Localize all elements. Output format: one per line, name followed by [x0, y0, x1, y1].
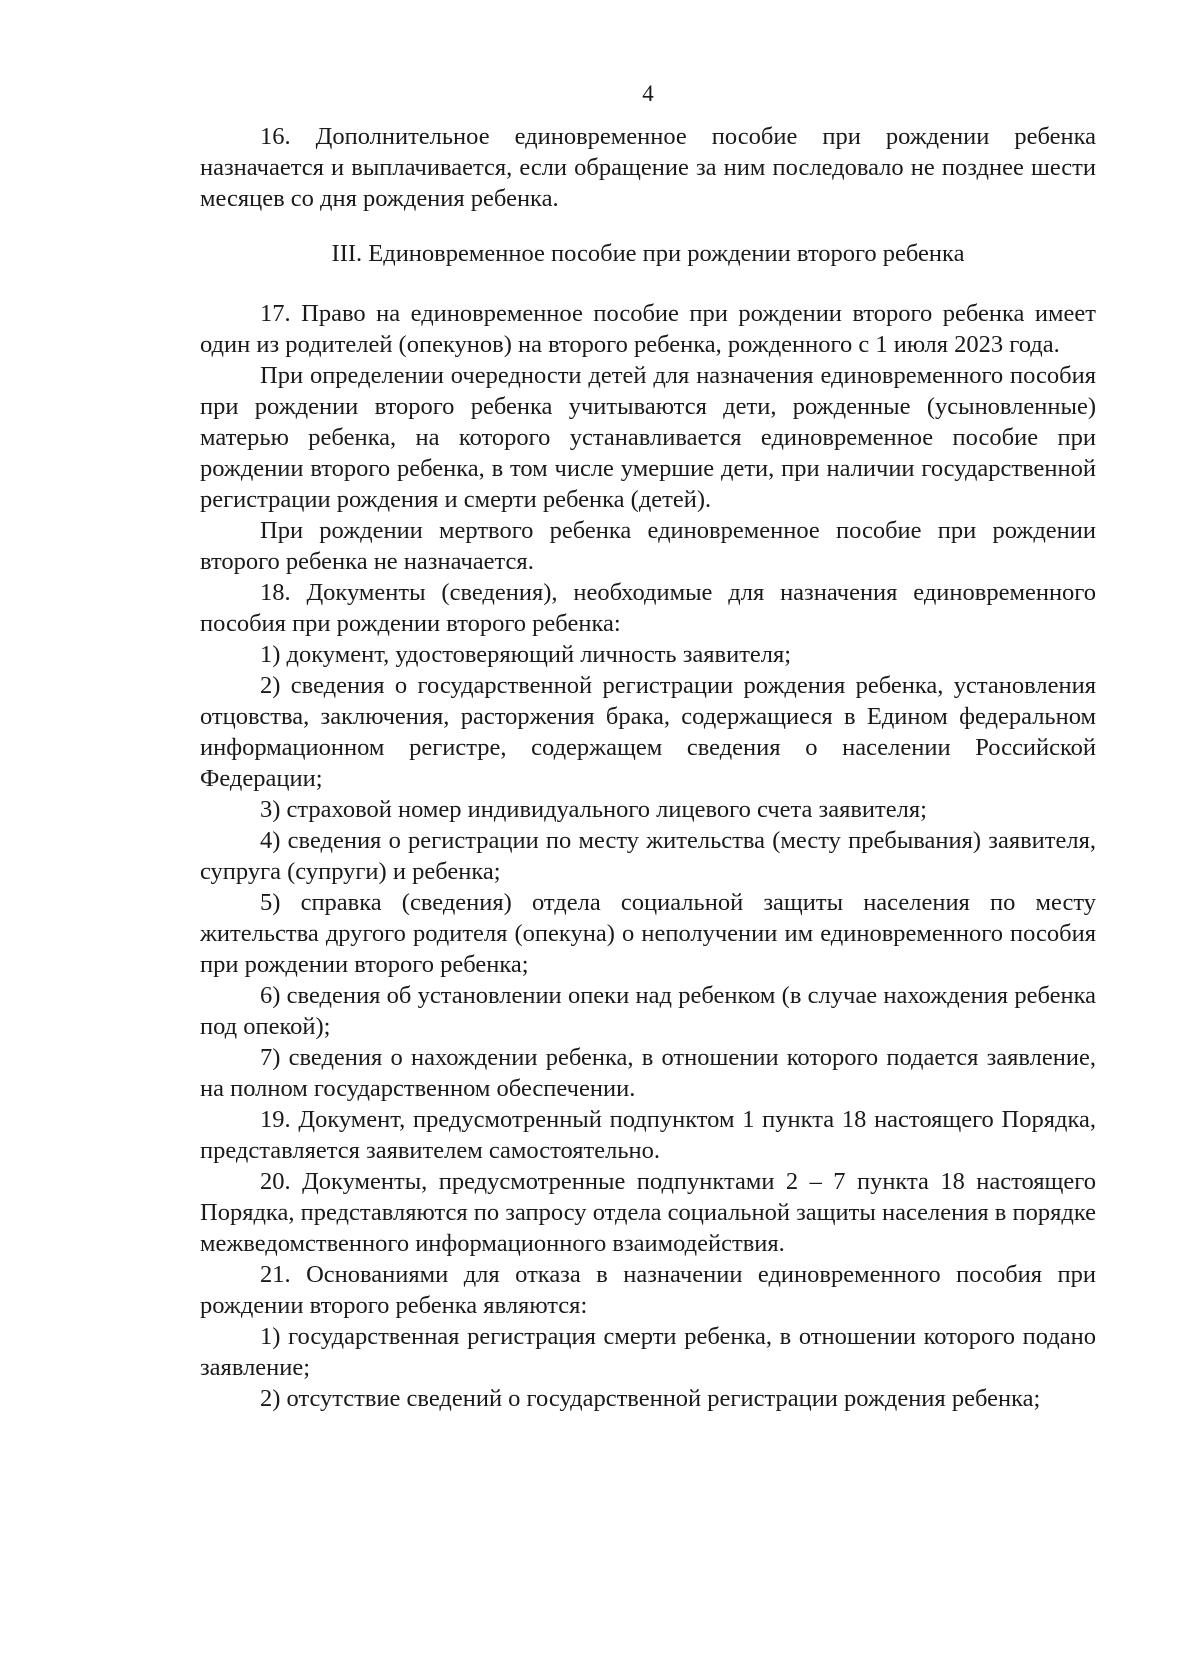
paragraph-18-item-7: 7) сведения о нахождении ребенка, в отношении которого подается заявление, на полном государственном обеспечении. [200, 1044, 1096, 1102]
paragraph-18-item-5: 5) справка (сведения) отдела социальной защиты населения по месту жительства другого родителя (опекуна) о неполучении им единовременного пособия при рождении второго ребенка; [200, 889, 1096, 978]
paragraph-16: 16. Дополнительное единовременное пособие при рождении ребенка назначается и выплачивается, если обращение за ним последовало не позднее шести месяцев со дня рождения ребенка. [200, 123, 1096, 212]
paragraph-17-order: При определении очередности детей для назначения единовременного пособия при рождении второго ребенка учитываются дети, рожденные (усыновленные) матерью ребенка, на которого устанавливается единовременное пособие при рождении второго ребенка, в том числе умершие дети, при наличии государственной регистрации рождения и смерти ребенка (детей). [200, 362, 1096, 513]
paragraph-18-item-3: 3) страховой номер индивидуального лицевого счета заявителя; [260, 796, 927, 823]
paragraph-21: 21. Основаниями для отказа в назначении единовременного пособия при рождении второго ребенка являются: [200, 1261, 1096, 1319]
paragraph-18-item-1: 1) документ, удостоверяющий личность заявителя; [260, 641, 792, 668]
paragraph-17: 17. Право на единовременное пособие при рождении второго ребенка имеет один из родителей (опекунов) на второго ребенка, рожденного с 1 июля 2023 года. [200, 300, 1096, 358]
page-number: 4 [642, 81, 654, 106]
paragraph-21-item-1: 1) государственная регистрация смерти ребенка, в отношении которого подано заявление; [200, 1323, 1096, 1381]
paragraph-18-item-4: 4) сведения о регистрации по месту жительства (месту пребывания) заявителя, супруга (супруги) и ребенка; [200, 827, 1096, 885]
paragraph-18: 18. Документы (сведения), необходимые для назначения единовременного пособия при рождении второго ребенка: [200, 579, 1096, 637]
paragraph-18-item-2: 2) сведения о государственной регистрации рождения ребенка, установления отцовства, заключения, расторжения брака, содержащиеся в Едином федеральном информационном регистре, содержащем сведения о населении Российской Федерации; [200, 672, 1096, 792]
section-heading: III. Единовременное пособие при рождении второго ребенка [331, 240, 965, 267]
document-page [200, 78, 1096, 1414]
paragraph-20: 20. Документы, предусмотренные подпунктами 2 – 7 пункта 18 настоящего Порядка, представляются по запросу отдела социальной защиты населения в порядке межведомственного информационного взаимодействия. [200, 1168, 1096, 1257]
paragraph-18-item-6: 6) сведения об установлении опеки над ребенком (в случае нахождения ребенка под опекой); [200, 982, 1096, 1040]
paragraph-21-item-2: 2) отсутствие сведений о государственной регистрации рождения ребенка; [260, 1385, 1041, 1412]
paragraph-19: 19. Документ, предусмотренный подпунктом 1 пункта 18 настоящего Порядка, представляется заявителем самостоятельно. [200, 1106, 1096, 1164]
paragraph-17-stillbirth: При рождении мертвого ребенка единовременное пособие при рождении второго ребенка не назначается. [200, 517, 1096, 575]
